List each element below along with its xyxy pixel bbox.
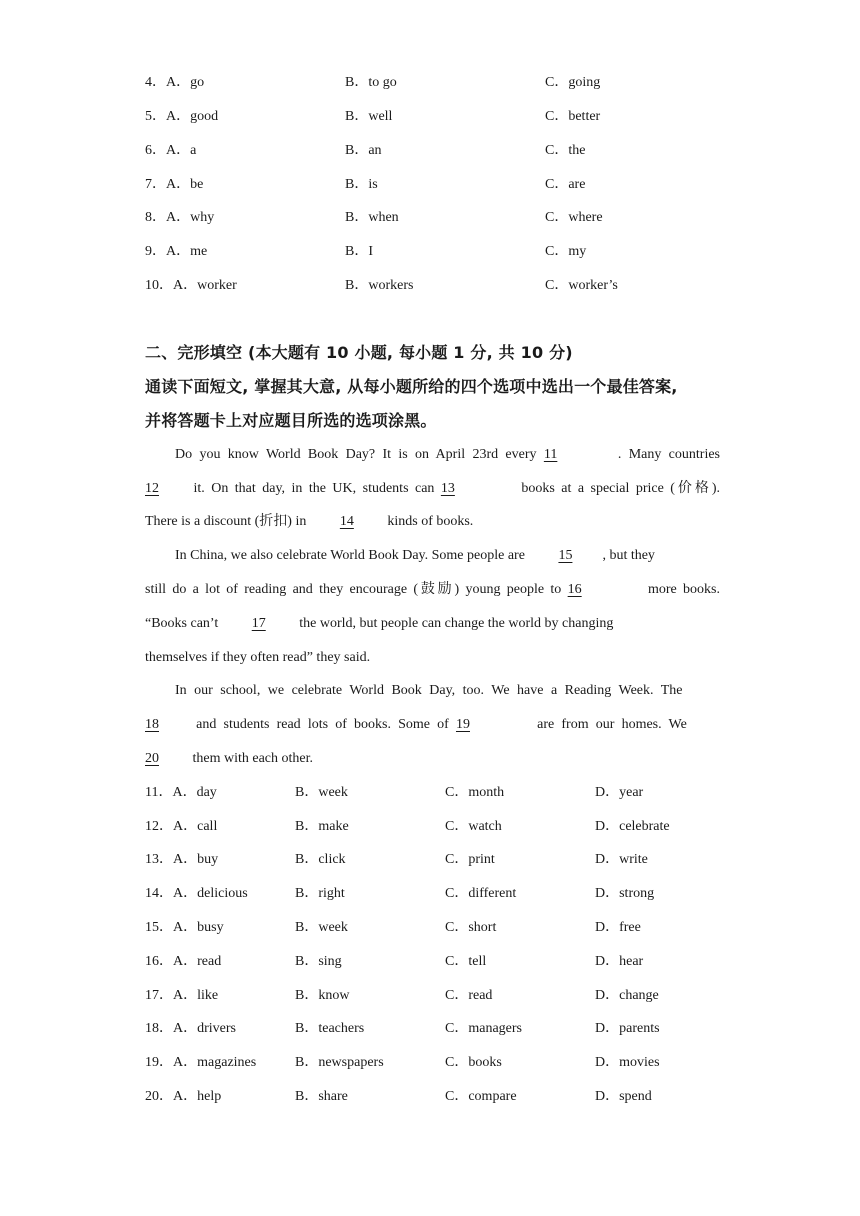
- question-number: 4．A．: [145, 75, 191, 90]
- option-a-text: like: [197, 988, 219, 1003]
- option-b: B．teachers: [295, 1021, 365, 1036]
- blank-20: 20: [145, 751, 159, 766]
- option-row-14: [0, 883, 860, 905]
- option-a-text: a: [190, 143, 197, 158]
- option-a-text: help: [197, 1089, 222, 1104]
- option-c: C．short: [445, 920, 497, 935]
- option-a: [145, 207, 214, 229]
- passage-text: still do a lot of reading and they encourage (鼓励) young people to: [145, 582, 562, 597]
- option-a-text: call: [197, 819, 218, 834]
- option-d: D．write: [595, 852, 648, 867]
- blank-17: 17: [251, 616, 266, 631]
- passage-text: books at a special price (价格).: [521, 481, 720, 496]
- question-number: 9．A．: [145, 244, 191, 259]
- option-d: D．parents: [595, 1021, 660, 1036]
- option-a: [145, 1052, 256, 1074]
- passage-line: [145, 748, 720, 770]
- option-c: C．books: [445, 1055, 502, 1070]
- option-a: [145, 1018, 236, 1040]
- option-d: D．hear: [595, 954, 644, 969]
- option-b: B．week: [295, 785, 348, 800]
- blank-12: 12: [145, 481, 159, 496]
- option-a: [145, 174, 203, 196]
- option-c: C．managers: [445, 1021, 522, 1036]
- option-d: D．strong: [595, 886, 655, 901]
- option-c: C．going: [545, 75, 601, 90]
- passage-text: the world, but people can change the world by changing: [299, 616, 614, 631]
- question-number: 10．A．: [145, 278, 198, 293]
- option-c: C．better: [545, 109, 601, 124]
- passage-text: In China, we also celebrate World Book Day. Some people are: [175, 548, 525, 563]
- question-number: 16．A．: [145, 954, 198, 969]
- option-a: [145, 72, 204, 94]
- blank-15: 15: [558, 548, 573, 563]
- option-d: D．year: [595, 785, 644, 800]
- blank-18: 18: [145, 717, 159, 732]
- passage-line: [145, 714, 720, 736]
- option-c: C．compare: [445, 1089, 517, 1104]
- option-c: C．month: [445, 785, 505, 800]
- option-a: [145, 140, 196, 162]
- option-c: C．where: [545, 210, 603, 225]
- option-row-13: [0, 849, 860, 871]
- option-a-text: magazines: [197, 1055, 257, 1070]
- option-c: C．read: [445, 988, 493, 1003]
- option-b: B．is: [345, 177, 378, 192]
- passage-line: [175, 444, 720, 466]
- option-b: B．make: [295, 819, 349, 834]
- passage-text: it. On that day, in the UK, students can: [193, 481, 435, 496]
- blank-13: 13: [440, 481, 455, 496]
- option-c: C．print: [445, 852, 495, 867]
- passage-line: [145, 613, 720, 635]
- option-row-15: [0, 917, 860, 939]
- option-c: C．watch: [445, 819, 502, 834]
- section-title: 二、完形填空 (本大题有 10 小题, 每小题 1 分, 共 10 分): [145, 343, 573, 362]
- option-b: B．right: [295, 886, 345, 901]
- option-c: C．different: [445, 886, 517, 901]
- passage-text: Do you know World Book Day? It is on April 23rd every: [175, 447, 537, 462]
- option-b: B．to go: [345, 75, 397, 90]
- question-number: 8．A．: [145, 210, 191, 225]
- option-a: [145, 782, 217, 804]
- option-c: C．my: [545, 244, 587, 259]
- option-b: B．when: [345, 210, 399, 225]
- option-b: B．well: [345, 109, 393, 124]
- option-row-18: [0, 1018, 860, 1040]
- option-c: C．worker’s: [545, 278, 618, 293]
- passage-text: kinds of books.: [387, 514, 474, 529]
- passage-text: and students read lots of books. Some of: [196, 717, 449, 732]
- option-a-text: worker: [197, 278, 237, 293]
- passage-text: . Many countries: [617, 447, 720, 462]
- passage-line: [145, 579, 720, 601]
- option-row-9: [0, 241, 860, 263]
- passage-line: [145, 511, 720, 533]
- option-a-text: delicious: [197, 886, 248, 901]
- blank-16: 16: [567, 582, 582, 597]
- question-number: 13．A．: [145, 852, 198, 867]
- option-row-7: [0, 174, 860, 196]
- option-row-6: [0, 140, 860, 162]
- option-d: D．free: [595, 920, 641, 935]
- option-d: D．celebrate: [595, 819, 670, 834]
- passage-line: [175, 680, 720, 702]
- option-row-4: [0, 72, 860, 94]
- option-row-17: [0, 985, 860, 1007]
- option-c: C．are: [545, 177, 586, 192]
- option-b: B．workers: [345, 278, 414, 293]
- option-c: C．the: [545, 143, 586, 158]
- option-a-text: be: [190, 177, 204, 192]
- question-number: 15．A．: [145, 920, 198, 935]
- question-number: 5．A．: [145, 109, 191, 124]
- option-a-text: read: [197, 954, 222, 969]
- option-row-11: [0, 782, 860, 804]
- passage-text: There is a discount (折扣) in: [145, 514, 307, 529]
- option-b: B．know: [295, 988, 350, 1003]
- option-a-text: go: [190, 75, 205, 90]
- option-a-text: day: [196, 785, 217, 800]
- option-d: D．spend: [595, 1089, 652, 1104]
- option-a-text: busy: [197, 920, 224, 935]
- option-a-text: why: [190, 210, 215, 225]
- option-a-text: good: [190, 109, 219, 124]
- passage-line: themselves if they often read” they said.: [145, 650, 371, 665]
- option-row-16: [0, 951, 860, 973]
- option-a: [145, 275, 237, 297]
- option-d: D．change: [595, 988, 659, 1003]
- option-b: B．sing: [295, 954, 342, 969]
- section-instruction-line1: 通读下面短文, 掌握其大意, 从每小题所给的四个选项中选出一个最佳答案,: [145, 377, 678, 396]
- option-a: [145, 241, 207, 263]
- option-b: B．newspapers: [295, 1055, 384, 1070]
- question-number: 17．A．: [145, 988, 198, 1003]
- blank-14: 14: [339, 514, 354, 529]
- passage-text: are from our homes. We: [537, 717, 687, 732]
- question-number: 6．A．: [145, 143, 191, 158]
- option-a-text: buy: [197, 852, 219, 867]
- option-a-text: me: [190, 244, 208, 259]
- passage-text: “Books can’t: [145, 616, 219, 631]
- option-b: B．share: [295, 1089, 348, 1104]
- question-number: 18．A．: [145, 1021, 198, 1036]
- question-number: 20．A．: [145, 1089, 198, 1104]
- option-d: D．movies: [595, 1055, 660, 1070]
- option-a: [145, 917, 224, 939]
- option-a: [145, 849, 218, 871]
- option-b: B．week: [295, 920, 348, 935]
- passage-line: [145, 478, 720, 500]
- option-row-19: [0, 1052, 860, 1074]
- passage-text: In our school, we celebrate World Book Day, too. We have a Reading Week. The: [175, 683, 683, 698]
- blank-11: 11: [543, 447, 558, 462]
- blank-19: 19: [455, 717, 470, 732]
- option-row-20: [0, 1086, 860, 1108]
- question-number: 14．A．: [145, 886, 198, 901]
- option-a: [145, 106, 218, 128]
- passage-text: more books.: [647, 582, 721, 597]
- passage-text: , but they: [602, 548, 655, 563]
- section-instruction-line2: 并将答题卡上对应题目所选的选项涂黑。: [145, 411, 437, 430]
- option-a: [145, 883, 248, 905]
- option-a: [145, 951, 221, 973]
- question-number: 7．A．: [145, 177, 191, 192]
- option-a: [145, 816, 217, 838]
- question-number: 19．A．: [145, 1055, 198, 1070]
- option-row-8: [0, 207, 860, 229]
- option-row-5: [0, 106, 860, 128]
- option-b: B．an: [345, 143, 382, 158]
- question-number: 12．A．: [145, 819, 198, 834]
- passage-line: [175, 545, 720, 567]
- option-b: B．click: [295, 852, 346, 867]
- passage-text: them with each other.: [192, 751, 314, 766]
- option-a: [145, 985, 218, 1007]
- option-c: C．tell: [445, 954, 487, 969]
- option-row-10: [0, 275, 860, 297]
- option-row-12: [0, 816, 860, 838]
- option-b: B．I: [345, 244, 373, 259]
- option-a: [145, 1086, 221, 1108]
- question-number: 11．A．: [145, 785, 197, 800]
- option-a-text: drivers: [197, 1021, 237, 1036]
